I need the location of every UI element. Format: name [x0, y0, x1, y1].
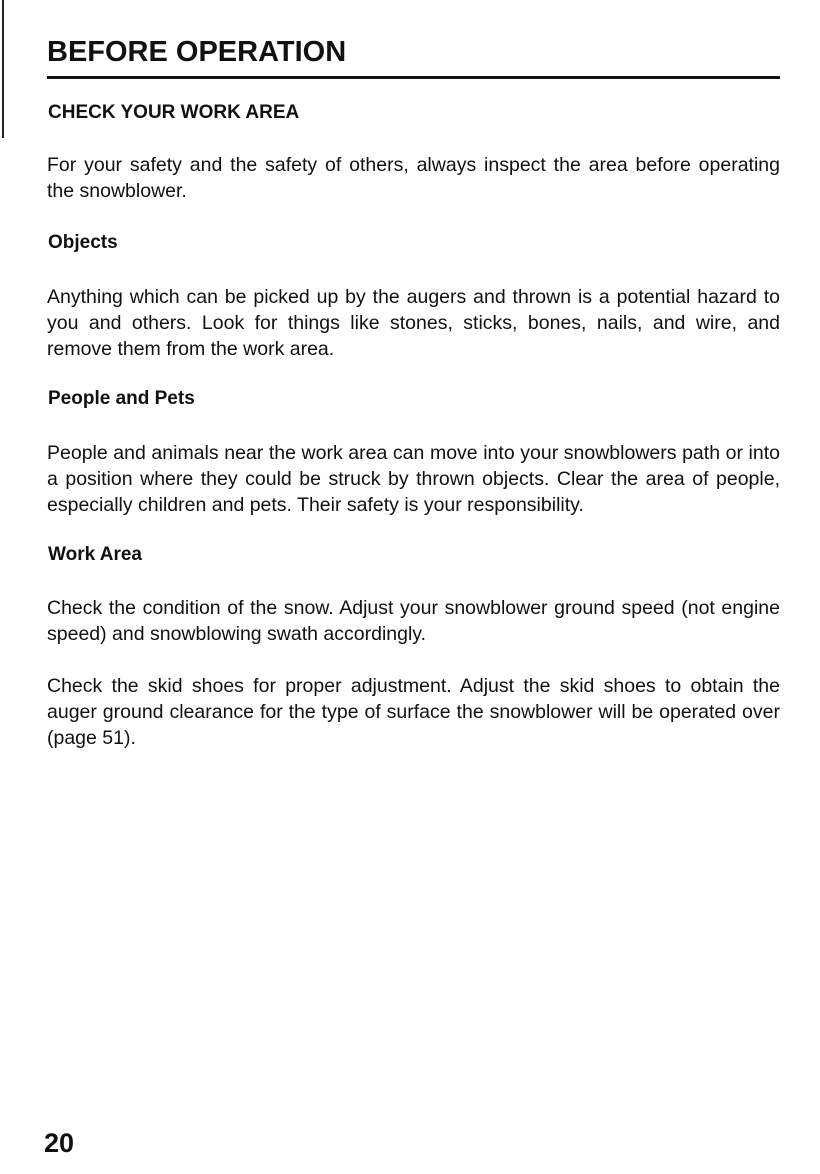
work-area-paragraph-2: Check the skid shoes for proper adjustment. Adjust the skid shoes to obtain the auger ground clearance for the type of surface the snowblower will be operated over (page 51).: [47, 675, 780, 749]
people-and-pets-heading: People and Pets: [48, 388, 195, 409]
work-area-heading: Work Area: [48, 544, 142, 565]
page-title: BEFORE OPERATION: [47, 36, 347, 68]
binding-edge-line: [2, 0, 4, 138]
title-rule: [47, 76, 780, 79]
work-area-paragraph-1: Check the condition of the snow. Adjust your snowblower ground speed (not engine speed) and snowblowing swath accordingly.: [47, 597, 780, 645]
page-number: 20: [44, 1128, 75, 1158]
people-and-pets-paragraph: People and animals near the work area can move into your snowblowers path or into a position where they could be struck by thrown objects. Clear the area of people, especially children and pets. Their safety is your responsibility.: [47, 442, 780, 516]
objects-paragraph: Anything which can be picked up by the augers and thrown is a potential hazard to you and others. Look for things like stones, sticks, bones, nails, and wire, and remove them from the work area.: [47, 286, 780, 360]
objects-heading: Objects: [48, 232, 118, 253]
section-heading: CHECK YOUR WORK AREA: [48, 102, 300, 123]
intro-paragraph: For your safety and the safety of others, always inspect the area before operating the snowblower.: [47, 154, 780, 202]
